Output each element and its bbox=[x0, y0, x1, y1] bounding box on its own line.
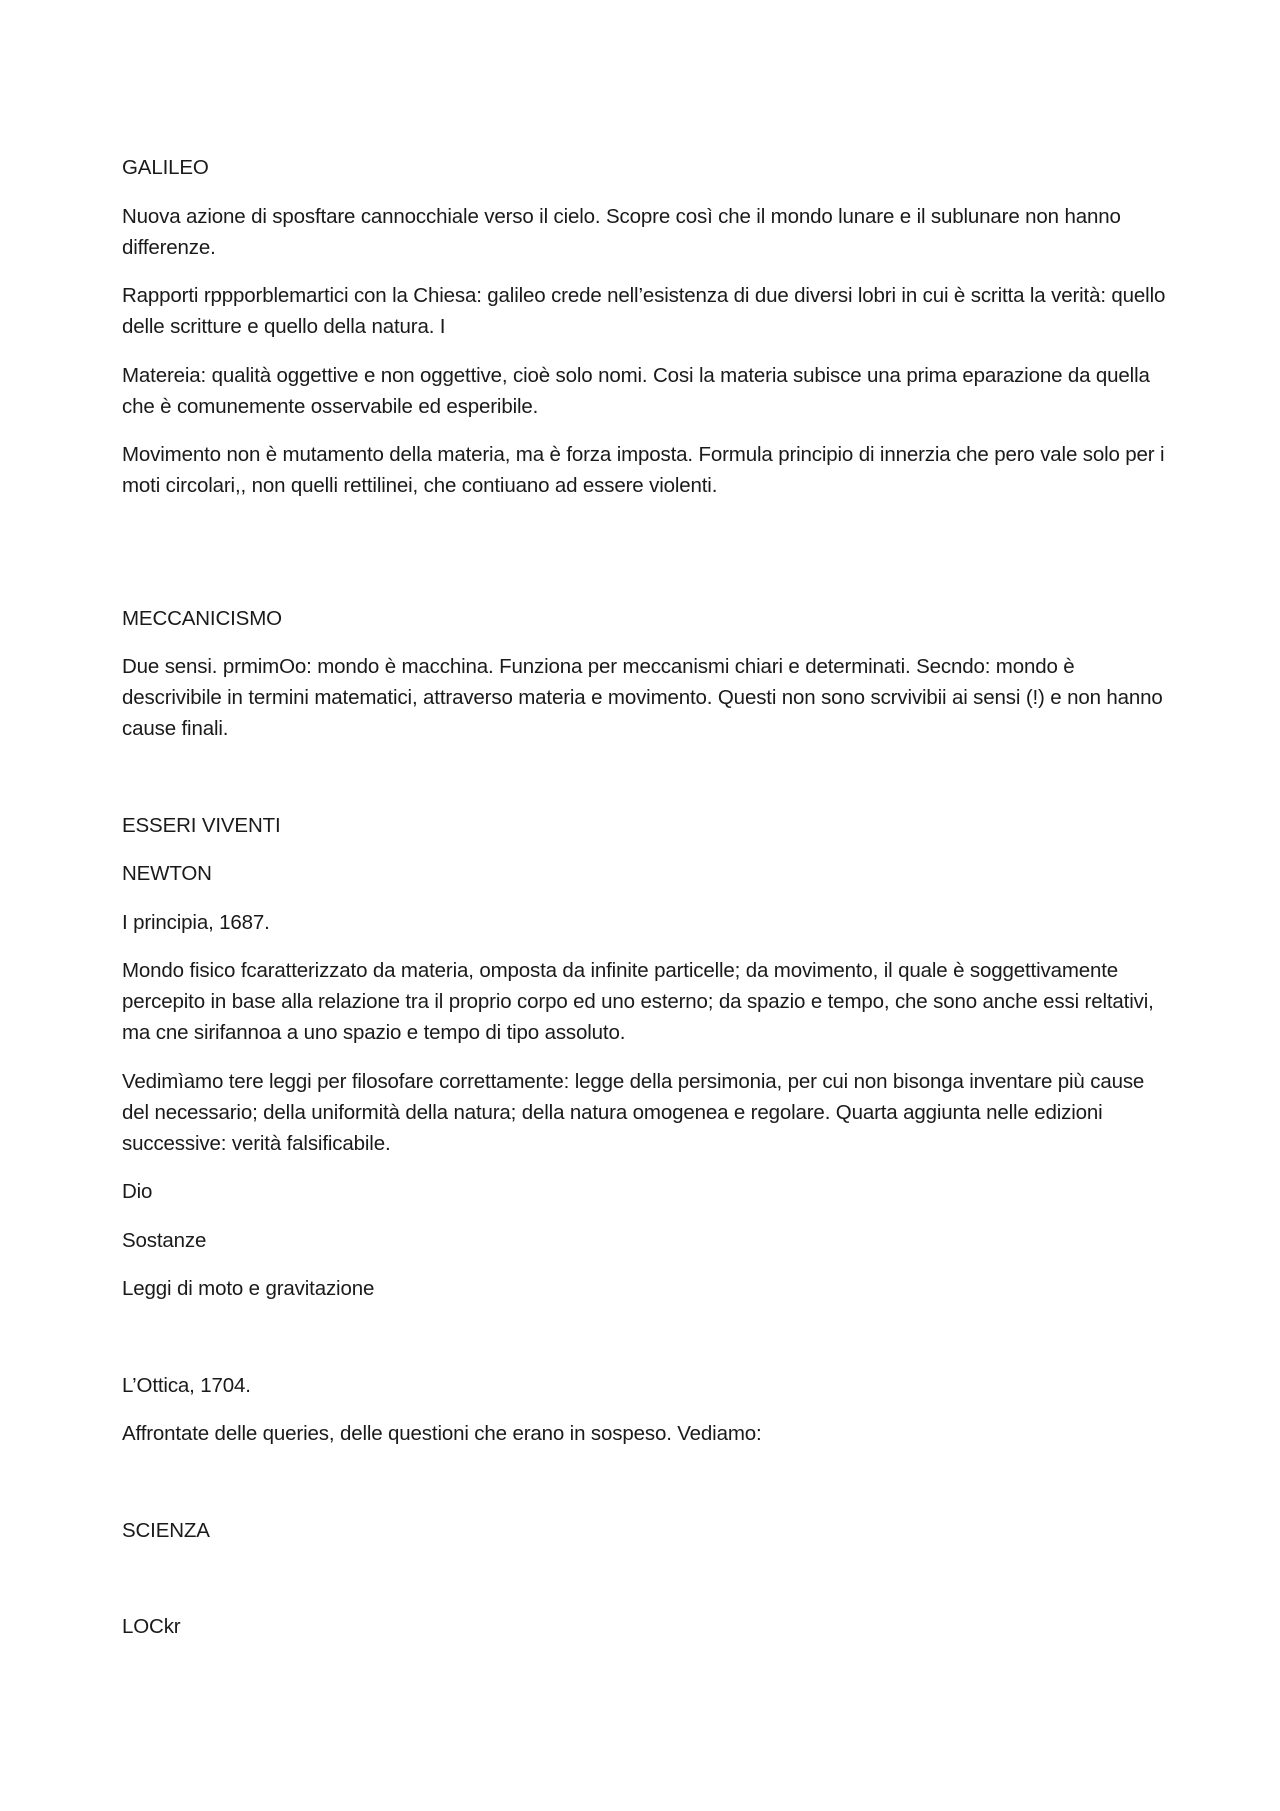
paragraph: Rapporti rppporblemartici con la Chiesa: galileo crede nell’esistenza di due diversi lobri in cui è scritta la verità: quello delle scritture e quello della natura. I bbox=[122, 284, 1166, 338]
heading-locke: LOCkr bbox=[122, 1615, 181, 1638]
paragraph: Nuova azione di sposftare cannocchiale verso il cielo. Scopre così che il mondo lunare e il sublunare non hanno differenze. bbox=[122, 204, 1121, 259]
blank-space bbox=[122, 762, 1167, 810]
paragraph: Dio bbox=[122, 1180, 153, 1203]
document-body bbox=[122, 152, 1167, 1660]
paragraph: Mondo fisico fcaratterizzato da materia, omposta da infinite particelle; da movimento, il quale è soggettivamente percepito in base alla relazione tra il proprio corpo ed uno esterno; da spazio e tempo, che sono anche essi reltativi, ma cne sirifannoa a uno spazio e tempo di tipo assoluto. bbox=[122, 959, 1154, 1044]
heading-esseri-viventi: ESSERI VIVENTI bbox=[122, 813, 281, 837]
heading-meccanicismo: MECCANICISMO bbox=[122, 606, 282, 630]
paragraph: Leggi di moto e gravitazione bbox=[122, 1277, 375, 1300]
paragraph: Movimento non è mutamento della materia, ma è forza imposta. Formula principio di innerzia che pero vale solo per i moti circolari,, non quelli rettilinei, che contiuano ad essere violenti. bbox=[122, 443, 1165, 497]
heading-galileo: GALILEO bbox=[122, 156, 209, 179]
blank-space bbox=[122, 519, 1167, 603]
paragraph: Affrontate delle queries, delle questioni che erano in sospeso. Vediamo: bbox=[122, 1422, 762, 1445]
paragraph: Sostanze bbox=[122, 1228, 207, 1252]
heading-newton: NEWTON bbox=[122, 862, 212, 885]
paragraph: Matereia: qualità oggettive e non oggettive, cioè solo nomi. Cosi la materia subisce una prima eparazione da quella che è comunemente osservabile ed esperibile. bbox=[122, 363, 1150, 418]
blank-space bbox=[122, 1467, 1167, 1515]
blank-space bbox=[122, 1322, 1167, 1370]
paragraph: Vedimìamo tere leggi per filosofare correttamente: legge della persimonia, per cui non bisonga inventare più cause del necessario; della uniformità della natura; della natura omogenea e regolare. Quarta aggiunta nelle edizioni successive: verità falsificabile. bbox=[122, 1069, 1145, 1155]
paragraph: I principia, 1687. bbox=[122, 910, 270, 934]
blank-space bbox=[122, 1563, 1167, 1611]
paragraph: L’Ottica, 1704. bbox=[122, 1373, 251, 1397]
paragraph: Due sensi. prmimOo: mondo è macchina. Funziona per meccanismi chiari e determinati. Secndo: mondo è descrivibile in termini matematici, attraverso materia e movimento. Questi non sono scrvivibii ai sensi (!) e non hanno cause finali. bbox=[122, 655, 1163, 740]
heading-scienza: SCIENZA bbox=[122, 1518, 210, 1542]
